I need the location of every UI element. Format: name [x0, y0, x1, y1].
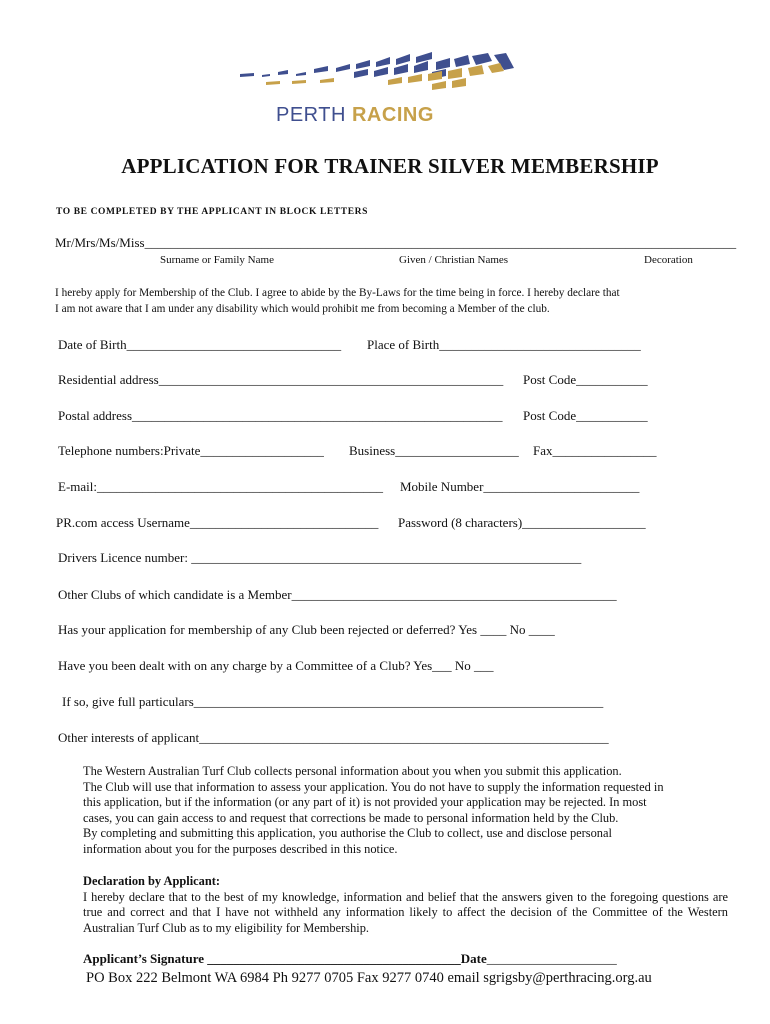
brand-perth: PERTH [276, 104, 346, 126]
privacy-line: cases, you can gain access to and request that corrections be made to personal information held by the Club. [83, 810, 619, 825]
other-interests-field[interactable]: Other interests of applicant_______________________________________________________________ [58, 730, 609, 745]
title-name-field[interactable]: Mr/Mrs/Ms/Miss___________________________________________________________________________________________ [55, 235, 737, 250]
charge-question[interactable]: Have you been dealt with on any charge by a Committee of a Club? Yes___ No ___ [58, 658, 494, 673]
signature-label: Applicant’s Signature [83, 951, 204, 966]
declaration-heading: Declaration by Applicant: [83, 874, 220, 888]
email-field[interactable]: E-mail:____________________________________________ [58, 479, 383, 494]
postal-postcode-field[interactable]: Post Code___________ [523, 408, 648, 423]
page-title: APPLICATION FOR TRAINER SILVER MEMBERSHIP [121, 154, 659, 178]
place-of-birth-field[interactable]: Place of Birth_______________________________ [367, 337, 641, 352]
privacy-line: this application, but if the information (or any part of it) is not provided your application may be rejected. In most [83, 795, 647, 810]
brand-racing: RACING [351, 104, 434, 126]
postal-address-field[interactable]: Postal address_________________________________________________________ [58, 408, 503, 423]
particulars-field[interactable]: If so, give full particulars_______________________________________________________________ [62, 694, 604, 709]
drivers-licence-field[interactable]: Drivers Licence number: ____________________________________________________________ [58, 550, 582, 565]
date-field[interactable]: ____________________ [486, 951, 617, 966]
privacy-line: By completing and submitting this application, you authorise the Club to collect, use and disclose personal [83, 826, 612, 841]
agreement-line-1: I hereby apply for Membership of the Club. I agree to abide by the By-Laws for the time being in force. I hereby declare that [55, 287, 620, 299]
other-clubs-field[interactable]: Other Clubs of which candidate is a Member__________________________________________________ [58, 587, 617, 602]
residential-address-field[interactable]: Residential address_____________________________________________________ [58, 372, 504, 387]
agreement-line-2: I am not aware that I am under any disability which would prohibit me from becoming a Member of the club. [55, 303, 550, 315]
given-names-caption: Given / Christian Names [399, 254, 509, 266]
instruction: TO BE COMPLETED BY THE APPLICANT IN BLOCK LETTERS [56, 207, 369, 217]
username-field[interactable]: PR.com access Username_____________________________ [56, 515, 379, 530]
privacy-notice [83, 764, 728, 858]
date-of-birth-field[interactable]: Date of Birth_________________________________ [58, 337, 342, 352]
privacy-line: information about you for the purposes described in this notice. [83, 841, 398, 856]
privacy-line: The Western Australian Turf Club collects personal information about you when you submit this application. [83, 764, 622, 778]
footer-contact: PO Box 222 Belmont WA 6984 Ph 9277 0705 Fax 9277 0740 email sgrigsby@perthracing.org.au [86, 970, 652, 986]
surname-caption: Surname or Family Name [160, 254, 274, 266]
declaration-section [83, 874, 728, 936]
date-label: Date [460, 951, 487, 966]
decoration-caption: Decoration [644, 254, 693, 266]
brand-wordmark [276, 104, 434, 127]
telephone-business-field[interactable]: Business___________________ [349, 443, 519, 458]
rejected-question[interactable]: Has your application for membership of any Club been rejected or deferred? Yes ____ No ____ [58, 622, 555, 637]
fax-field[interactable]: Fax________________ [533, 443, 657, 458]
mobile-number-field[interactable]: Mobile Number________________________ [400, 479, 640, 494]
privacy-line: The Club will use that information to assess your application. You do not have to supply the information requested in [83, 779, 664, 794]
password-field[interactable]: Password (8 characters)___________________ [398, 515, 646, 530]
telephone-private-field[interactable]: Telephone numbers:Private___________________ [58, 443, 324, 458]
signature-field[interactable]: _______________________________________ [204, 951, 461, 966]
declaration-text: I hereby declare that to the best of my knowledge, information and belief that the answers given to the foregoing questions are true and correct and that I have not withheld any information likely to affect the decision of the Committee of the Western Australian Turf Club as to my eligibility for Membership. [83, 889, 728, 935]
signature-row [83, 951, 617, 967]
residential-postcode-field[interactable]: Post Code___________ [523, 372, 648, 387]
